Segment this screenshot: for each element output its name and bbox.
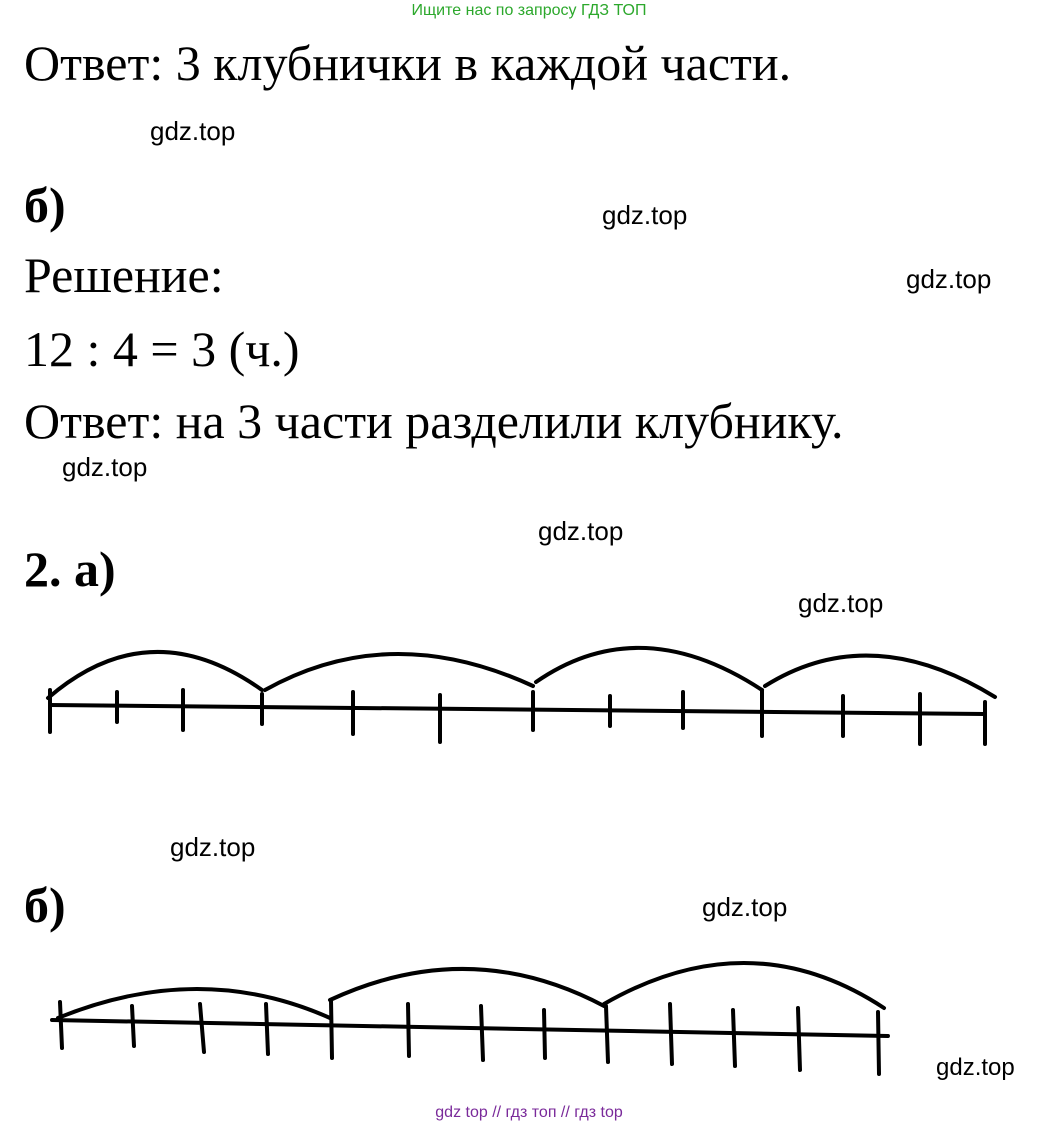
watermark: gdz.top	[702, 892, 788, 922]
answer-line-1: Ответ: 3 клубнички в каждой части.	[24, 35, 792, 91]
tick	[733, 1010, 735, 1066]
baseline	[52, 1020, 888, 1036]
arc	[265, 654, 533, 690]
arc	[58, 989, 330, 1018]
tick	[60, 1002, 62, 1048]
watermark: gdz.top	[798, 588, 884, 618]
tick	[878, 1012, 879, 1074]
top-banner[interactable]: Ищите нас по запросу ГДЗ ТОП	[411, 2, 647, 19]
tick	[266, 1004, 268, 1054]
tick	[798, 1008, 800, 1070]
arc	[48, 652, 262, 698]
tick	[408, 1004, 409, 1056]
arc	[604, 963, 884, 1008]
watermark: gdz.top	[538, 516, 624, 546]
equation: 12 : 4 = 3 (ч.)	[24, 321, 300, 377]
footer-links[interactable]: gdz top // гдз топ // гдз top	[435, 1104, 623, 1121]
watermark: gdz.top	[906, 264, 992, 294]
watermark: gdz.top	[170, 832, 256, 862]
arc	[536, 648, 762, 690]
task-2a-label: 2. а)	[24, 541, 116, 597]
answer-line-2: Ответ: на 3 части разделили клубнику.	[24, 393, 844, 449]
watermark: gdz.top	[936, 1054, 1015, 1081]
part-b-label: б)	[24, 177, 66, 233]
tick	[670, 1004, 672, 1064]
tick	[544, 1010, 545, 1058]
number-line-a	[0, 630, 1058, 750]
task-2b-label: б)	[24, 877, 66, 933]
watermark: gdz.top	[150, 116, 236, 146]
watermark: gdz.top	[602, 200, 688, 230]
arc	[330, 969, 604, 1006]
tick	[331, 1000, 332, 1058]
tick	[132, 1006, 134, 1046]
tick	[606, 1006, 608, 1062]
arc	[765, 656, 995, 697]
number-line-b	[0, 950, 1058, 1080]
watermark: gdz.top	[62, 452, 148, 482]
tick	[481, 1006, 483, 1060]
solution-label: Решение:	[24, 247, 224, 303]
tick	[200, 1004, 204, 1052]
